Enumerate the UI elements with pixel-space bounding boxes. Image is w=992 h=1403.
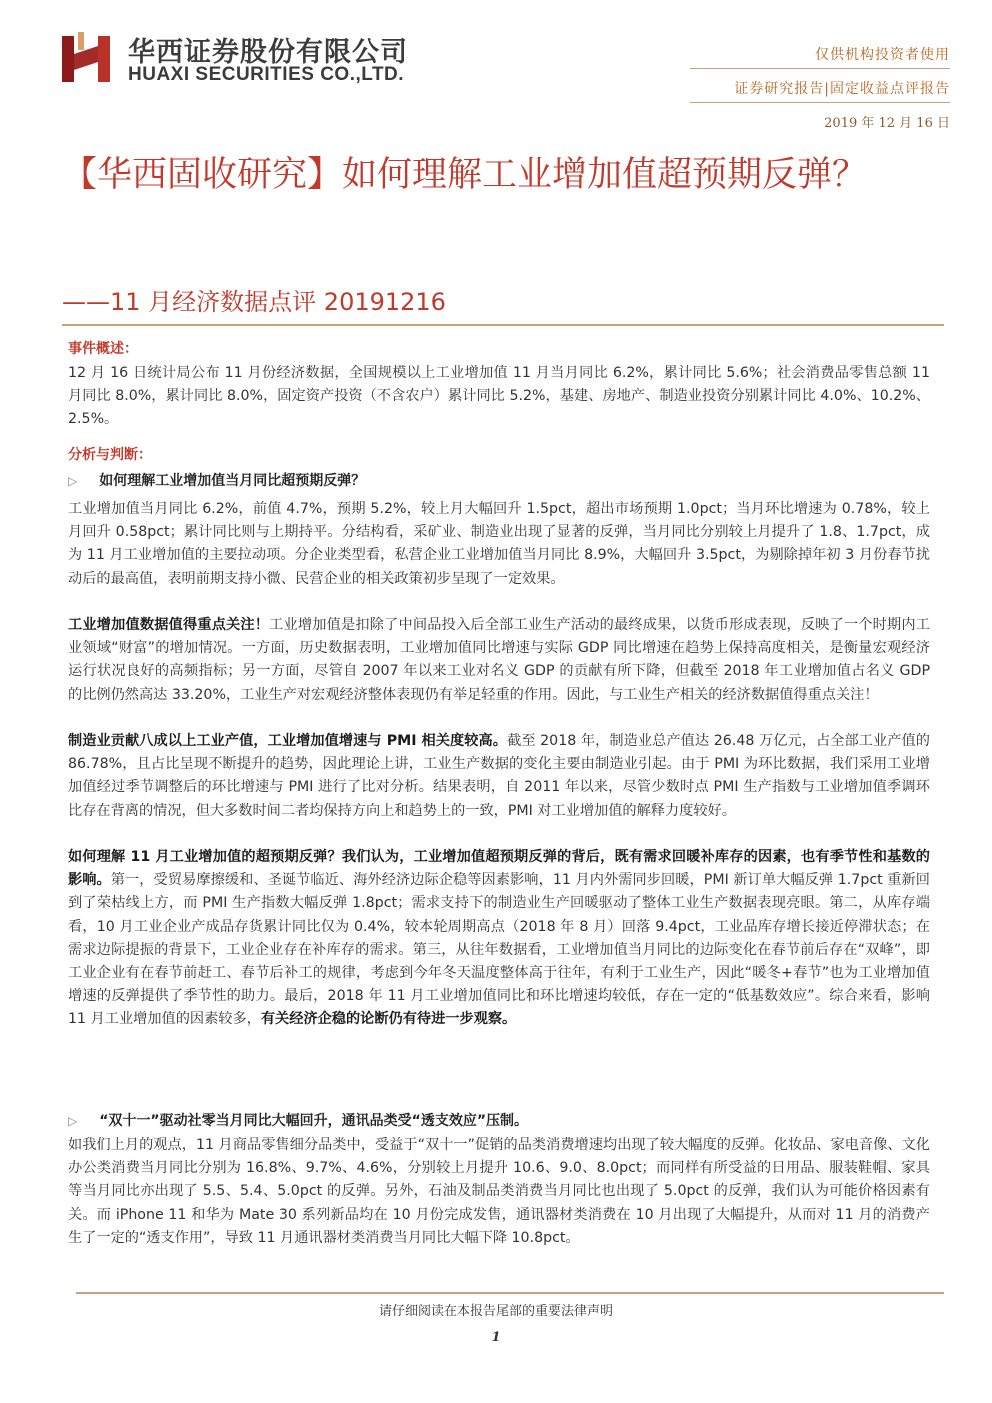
event-paragraph: 12 月 16 日统计局公布 11 月份经济数据，全国规模以上工业增加值 11 月当月同比 6.2%，累计同比 5.6%；社会消费品零售总额 11 月同比 8.0%，累计同比 8.0%，固定资产投资（不含农户）累计同比 5.2%，基建、房地产、制造业投资分别累计同比 4.0%、10.2%、2.5%。 [68,365,930,428]
analysis-paragraph-1: 工业增加值当月同比 6.2%，前值 4.7%，预期 5.2%，较上月大幅回升 1.5pct，超出市场预期 1.0pct；当月环比增速为 0.78%，较上月回升 0.58pct；累计同比则与上期持平。分结构看，采矿业、制造业出现了显著的反弹，当月同比分别较上月提升了 1.8、1.7pct，成为 11 月工业增加值的主要拉动项。分企业类型看，私营企业工业增加值当月同比 8.9%，大幅回升 3.5pct，为剔除掉年初 3 月份春节扰动后的最高值，表明前期支持小微、民营企业的相关政策初步呈现了一定效果。 [68,501,930,587]
header-divider [690,102,950,103]
footer-divider [76,1292,944,1294]
header-divider [690,68,950,69]
paragraph-lead: 如何理解 11 月工业增加值的超预期反弹？我们认为，工业增加值超预期反弹的背后，既有需求回暖补库存的因素，也有季节性和基数的影响。 [68,849,930,889]
triangle-bullet-icon: ▷ [68,1114,78,1128]
paragraph-tail: 有关经济企稳的论断仍有待进一步观察。 [260,1011,517,1028]
paragraph-body: 第一，受贸易摩擦缓和、圣诞节临近、海外经济边际企稳等因素影响，11 月内外需同步回暖，PMI 新订单大幅反弹 1.7pct 重新回到了荣枯线上方，而 PMI 生产指数大幅反弹 1.8pct；需求支持下的制造业生产回暖驱动了整体工业生产数据表现亮眼。第二，从库存端看，10 月工业企业产成品存货累计同比仅为 0.4%，较本轮周期高点（2018 年 8 月）回落 9.4pct，工业品库存增长接近停滞状态；在需求边际提振的背景下，工业企业存在补库存的需求。第三，从往年数据看，工业增加值当月同比的边际变化在春节前后存在“双峰”，即工业企业有在春节前赶工、春节后补工的规律，考虑到今年冬天温度整体高于往年，有利于工业生产，因此“暖冬+春节”也为工业增加值增速的反弹提供了季节性的助力。最后，2018 年 11 月工业增加值同比和环比增速均较低，存在一定的“低基数效应”。综合来看，影响 11 月工业增加值的因素较多， [68,872,930,1028]
report-subtitle: ——11 月经济数据点评 20191216 [62,288,446,316]
legal-notice: 请仔细阅读在本报告尾部的重要法律声明 [378,1304,613,1319]
bullet-heading-2 [68,1110,528,1130]
report-date: 2019 年 12 月 16 日 [824,116,950,131]
huaxi-logo-icon [62,32,114,86]
company-name-cn: 华西证券股份有限公司 [128,37,408,68]
report-type: 证券研究报告|固定收益点评报告 [734,81,950,97]
analysis-paragraph-3 [68,730,930,823]
section-label-event: 事件概述： [68,341,138,357]
bullet-heading-text: “双十一”驱动社零当月同比大幅回升，通讯品类受“透支效应”压制。 [99,1113,529,1129]
analysis-paragraph-5: 如我们上月的观点，11 月商品零售细分品类中，受益于“双十一”促销的品类消费增速均出现了较大幅度的反弹。化妆品、家电音像、文化办公类消费当月同比分别为 16.8%、9.7%、4.6%，分别较上月提升 10.6、9.0、8.0pct；而同样有所受益的日用品、服装鞋帽、家具等当月同比亦出现了 5.5、5.4、5.0pct 的反弹。另外，石油及制品类消费当月同比也出现了 5.0pct 的反弹，我们认为可能价格因素有关。而 iPhone 11 和华为 Mate 30 系列新品均在 10 月份完成发售，通讯器材类消费在 10 月出现了大幅提升，从而对 11 月的消费产生了一定的“透支作用”，导致 11 月通讯器材类消费当月同比大幅下降 10.8pct。 [68,1137,930,1246]
report-title: 【华西固收研究】如何理解工业增加值超预期反弹？ [62,155,868,195]
company-name-en: HUAXI SECURITIES CO.,LTD. [128,64,405,85]
section-label-analysis: 分析与判断： [68,447,152,463]
analysis-paragraph-2 [68,614,930,707]
paragraph-lead: 工业增加值数据值得重点关注！ [68,617,270,633]
paragraph-body: 工业增加值是扣除了中间品投入后全部工业生产活动的最终成果，以货币形成表现，反映了一个时期内工业领域“财富”的增加情况。一方面，历史数据表明，工业增加值同比增速与实际 GDP 同比增速在趋势上保持高度相关，是衡量宏观经济运行状况良好的高频指标；另一方面，尽管自 2007 年以来工业对名义 GDP 的贡献有所下降，但截至 2018 年工业增加值占名义 GDP 的比例仍然高达 33.20%，工业生产对宏观经济整体表现仍有举足轻重的作用。因此，与工业生产相关的经济数据值得重点关注！ [68,617,930,703]
paragraph-lead: 制造业贡献八成以上工业产值，工业增加值增速与 PMI 相关度较高。 [68,733,508,749]
analysis-paragraph-4 [68,846,930,1032]
title-divider [62,324,944,326]
paragraph-body: 截至 2018 年，制造业总产值达 26.48 万亿元，占全部工业产值的 86.78%，且占比呈现不断提升的趋势，因此理论上讲，工业生产数据的变化主要由制造业引起。由于 PMI 为环比数据，我们采用工业增加值经过季节调整后的环比增速与 PMI 进行了比对分析。结果表明，自 2011 年以来，尽管少数时点 PMI 生产指数与工业增加值季调环比存在背离的情况，但大多数时间二者均保持方向上和趋势上的一致，PMI 对工业增加值的解释力度较好。 [68,733,930,819]
triangle-bullet-icon: ▷ [68,474,78,488]
bullet-heading-1 [68,470,365,490]
bullet-heading-text: 如何理解工业增加值当月同比超预期反弹？ [99,473,366,489]
audience-note: 仅供机构投资者使用 [815,47,950,63]
page-number: 1 [491,1330,501,1345]
